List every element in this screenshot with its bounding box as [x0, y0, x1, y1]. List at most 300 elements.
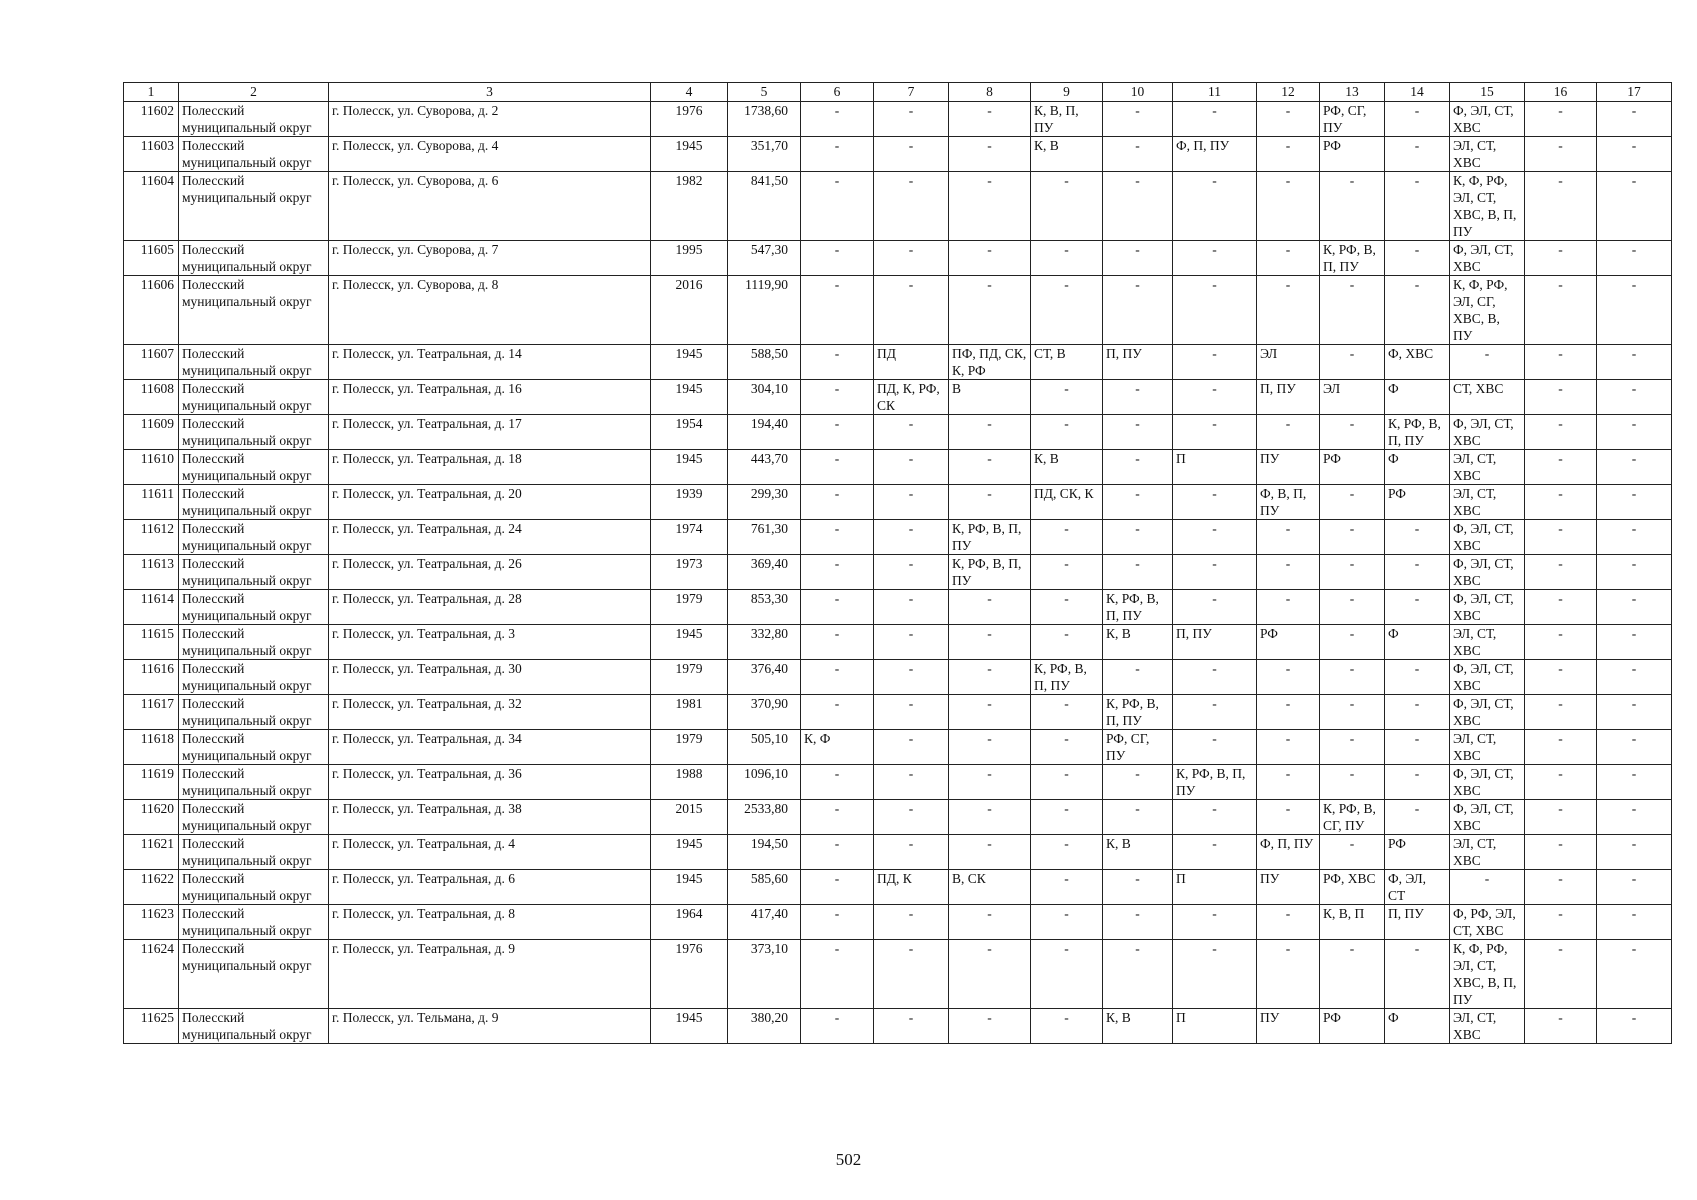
- table-cell: 11620: [124, 800, 179, 835]
- table-cell: К, РФ, В, П, ПУ: [1320, 241, 1385, 276]
- table-cell: 761,30: [728, 520, 801, 555]
- table-cell: -: [1597, 241, 1672, 276]
- table-cell: -: [1450, 870, 1525, 905]
- table-cell: Ф, ЭЛ, СТ: [1385, 870, 1450, 905]
- table-cell: К, РФ, В, П, ПУ: [1103, 695, 1173, 730]
- table-cell: -: [1173, 241, 1257, 276]
- table-cell: 1119,90: [728, 276, 801, 345]
- table-cell: -: [1173, 800, 1257, 835]
- table-cell: -: [949, 415, 1031, 450]
- table-cell: Ф, ЭЛ, СТ, ХВС: [1450, 765, 1525, 800]
- table-cell: -: [949, 730, 1031, 765]
- table-row: [124, 345, 1672, 380]
- table-cell: РФ, ХВС: [1320, 870, 1385, 905]
- table-row: [124, 276, 1672, 345]
- table-cell: -: [1257, 905, 1320, 940]
- table-body: [124, 102, 1672, 1044]
- table-cell: -: [1173, 555, 1257, 590]
- table-cell: -: [1103, 137, 1173, 172]
- table-cell: -: [1031, 730, 1103, 765]
- table-cell: г. Полесск, ул. Театральная, д. 38: [329, 800, 651, 835]
- table-cell: -: [949, 450, 1031, 485]
- table-cell: -: [801, 172, 874, 241]
- table-cell: -: [1525, 765, 1597, 800]
- table-cell: -: [801, 555, 874, 590]
- table-cell: 1945: [651, 1009, 728, 1044]
- table-cell: 11616: [124, 660, 179, 695]
- table-cell: -: [1173, 905, 1257, 940]
- column-header: 17: [1597, 83, 1672, 102]
- table-cell: -: [1173, 102, 1257, 137]
- table-cell: -: [1173, 276, 1257, 345]
- table-cell: -: [874, 1009, 949, 1044]
- table-cell: Полесский муниципальный округ: [179, 102, 329, 137]
- table-cell: Полесский муниципальный округ: [179, 870, 329, 905]
- table-cell: ЭЛ, СТ, ХВС: [1450, 835, 1525, 870]
- table-cell: -: [1320, 660, 1385, 695]
- column-header: 7: [874, 83, 949, 102]
- table-cell: -: [1597, 102, 1672, 137]
- table-cell: -: [874, 137, 949, 172]
- table-cell: г. Полесск, ул. Театральная, д. 28: [329, 590, 651, 625]
- table-cell: -: [1320, 520, 1385, 555]
- table-cell: -: [1597, 1009, 1672, 1044]
- table-cell: -: [1320, 485, 1385, 520]
- table-cell: -: [1257, 765, 1320, 800]
- table-cell: Ф, ЭЛ, СТ, ХВС: [1450, 555, 1525, 590]
- table-cell: -: [1257, 695, 1320, 730]
- table-row: [124, 485, 1672, 520]
- table-cell: -: [1597, 520, 1672, 555]
- table-cell: Полесский муниципальный округ: [179, 137, 329, 172]
- table-cell: -: [801, 415, 874, 450]
- table-cell: -: [1257, 730, 1320, 765]
- table-cell: 11622: [124, 870, 179, 905]
- table-cell: -: [1525, 555, 1597, 590]
- table-cell: П, ПУ: [1173, 625, 1257, 660]
- table-cell: -: [1597, 380, 1672, 415]
- table-cell: -: [801, 485, 874, 520]
- table-cell: -: [1525, 660, 1597, 695]
- table-cell: -: [1103, 800, 1173, 835]
- table-cell: 417,40: [728, 905, 801, 940]
- table-cell: Полесский муниципальный округ: [179, 415, 329, 450]
- table-cell: Полесский муниципальный округ: [179, 940, 329, 1009]
- table-cell: 547,30: [728, 241, 801, 276]
- table-cell: -: [1257, 137, 1320, 172]
- table-cell: 299,30: [728, 485, 801, 520]
- table-cell: Ф, ЭЛ, СТ, ХВС: [1450, 102, 1525, 137]
- table-cell: 11614: [124, 590, 179, 625]
- table-cell: -: [801, 520, 874, 555]
- table-cell: 11621: [124, 835, 179, 870]
- table-row: [124, 940, 1672, 1009]
- table-cell: -: [801, 660, 874, 695]
- table-cell: 1995: [651, 241, 728, 276]
- table-cell: -: [949, 905, 1031, 940]
- table-cell: 841,50: [728, 172, 801, 241]
- table-cell: -: [949, 172, 1031, 241]
- table-cell: -: [1525, 590, 1597, 625]
- table-cell: К, РФ, В, П, ПУ: [1173, 765, 1257, 800]
- table-cell: К, В: [1103, 835, 1173, 870]
- table-cell: -: [1031, 695, 1103, 730]
- table-row: [124, 1009, 1672, 1044]
- table-cell: -: [801, 137, 874, 172]
- table-cell: Полесский муниципальный округ: [179, 905, 329, 940]
- table-cell: -: [874, 730, 949, 765]
- table-cell: -: [1597, 276, 1672, 345]
- table-cell: -: [801, 450, 874, 485]
- column-header: 10: [1103, 83, 1173, 102]
- table-cell: -: [1385, 241, 1450, 276]
- table-cell: К, Ф: [801, 730, 874, 765]
- table-cell: -: [1597, 345, 1672, 380]
- table-cell: Полесский муниципальный округ: [179, 555, 329, 590]
- table-cell: г. Полесск, ул. Театральная, д. 16: [329, 380, 651, 415]
- table-cell: г. Полесск, ул. Суворова, д. 6: [329, 172, 651, 241]
- table-cell: 1964: [651, 905, 728, 940]
- table-row: [124, 450, 1672, 485]
- table-cell: -: [1031, 380, 1103, 415]
- housing-register-table: [123, 82, 1672, 1044]
- table-cell: -: [1257, 520, 1320, 555]
- table-cell: Полесский муниципальный округ: [179, 660, 329, 695]
- table-cell: -: [1525, 102, 1597, 137]
- table-cell: 1939: [651, 485, 728, 520]
- table-cell: -: [874, 660, 949, 695]
- table-cell: -: [1450, 345, 1525, 380]
- table-cell: -: [1597, 415, 1672, 450]
- table-cell: 585,60: [728, 870, 801, 905]
- column-header: 3: [329, 83, 651, 102]
- table-cell: -: [874, 800, 949, 835]
- table-cell: 1945: [651, 380, 728, 415]
- table-cell: К, РФ, В, П, ПУ: [1031, 660, 1103, 695]
- table-row: [124, 730, 1672, 765]
- table-cell: г. Полесск, ул. Театральная, д. 3: [329, 625, 651, 660]
- table-cell: -: [1320, 940, 1385, 1009]
- table-cell: 11602: [124, 102, 179, 137]
- column-header: 4: [651, 83, 728, 102]
- table-cell: 11618: [124, 730, 179, 765]
- table-cell: Полесский муниципальный округ: [179, 1009, 329, 1044]
- table-cell: К, РФ, В, П, ПУ: [1103, 590, 1173, 625]
- table-cell: 370,90: [728, 695, 801, 730]
- column-header: 15: [1450, 83, 1525, 102]
- table-cell: Полесский муниципальный округ: [179, 695, 329, 730]
- table-cell: -: [1173, 415, 1257, 450]
- table-cell: -: [1031, 940, 1103, 1009]
- table-cell: -: [801, 800, 874, 835]
- table-cell: -: [1257, 590, 1320, 625]
- table-cell: Полесский муниципальный округ: [179, 276, 329, 345]
- table-cell: Ф: [1385, 1009, 1450, 1044]
- table-cell: ПФ, ПД, СК, К, РФ: [949, 345, 1031, 380]
- table-cell: -: [801, 241, 874, 276]
- table-cell: К, В: [1031, 450, 1103, 485]
- table-cell: -: [949, 1009, 1031, 1044]
- table-cell: 1976: [651, 940, 728, 1009]
- table-cell: 11609: [124, 415, 179, 450]
- table-cell: 11611: [124, 485, 179, 520]
- table-cell: ЭЛ, СТ, ХВС: [1450, 730, 1525, 765]
- table-cell: -: [1031, 520, 1103, 555]
- table-cell: 1945: [651, 835, 728, 870]
- table-cell: -: [1525, 905, 1597, 940]
- table-cell: -: [1525, 241, 1597, 276]
- table-cell: 1096,10: [728, 765, 801, 800]
- table-cell: 2015: [651, 800, 728, 835]
- table-cell: -: [1103, 485, 1173, 520]
- table-cell: -: [801, 625, 874, 660]
- table-cell: -: [874, 241, 949, 276]
- table-cell: -: [874, 276, 949, 345]
- table-cell: Ф, В, П, ПУ: [1257, 485, 1320, 520]
- table-cell: -: [801, 835, 874, 870]
- table-cell: -: [874, 415, 949, 450]
- table-cell: ПУ: [1257, 1009, 1320, 1044]
- table-cell: СТ, ХВС: [1450, 380, 1525, 415]
- table-cell: -: [949, 590, 1031, 625]
- table-cell: 376,40: [728, 660, 801, 695]
- table-cell: -: [1320, 730, 1385, 765]
- table-cell: Ф, ЭЛ, СТ, ХВС: [1450, 590, 1525, 625]
- table-cell: ПУ: [1257, 870, 1320, 905]
- table-cell: К, РФ, В, П, ПУ: [1385, 415, 1450, 450]
- table-cell: ЭЛ, СТ, ХВС: [1450, 450, 1525, 485]
- table-cell: г. Полесск, ул. Театральная, д. 8: [329, 905, 651, 940]
- table-cell: 332,80: [728, 625, 801, 660]
- table-cell: 11619: [124, 765, 179, 800]
- table-cell: -: [1597, 765, 1672, 800]
- table-cell: 11623: [124, 905, 179, 940]
- table-cell: г. Полесск, ул. Суворова, д. 7: [329, 241, 651, 276]
- table-cell: ЭЛ, СТ, ХВС: [1450, 137, 1525, 172]
- table-cell: -: [1525, 940, 1597, 1009]
- table-cell: -: [1385, 765, 1450, 800]
- table-cell: -: [1173, 695, 1257, 730]
- table-cell: -: [1257, 415, 1320, 450]
- table-cell: 11605: [124, 241, 179, 276]
- table-cell: -: [1173, 485, 1257, 520]
- table-cell: -: [1525, 276, 1597, 345]
- table-cell: -: [1173, 660, 1257, 695]
- table-cell: -: [1597, 835, 1672, 870]
- table-cell: ПУ: [1257, 450, 1320, 485]
- table-cell: -: [1525, 835, 1597, 870]
- table-cell: -: [1525, 695, 1597, 730]
- table-cell: Полесский муниципальный округ: [179, 241, 329, 276]
- table-row: [124, 137, 1672, 172]
- table-cell: -: [1103, 520, 1173, 555]
- table-cell: -: [1525, 137, 1597, 172]
- table-cell: 1945: [651, 137, 728, 172]
- table-cell: -: [1257, 800, 1320, 835]
- table-cell: -: [1103, 380, 1173, 415]
- table-cell: -: [1257, 241, 1320, 276]
- table-cell: П: [1173, 1009, 1257, 1044]
- table-cell: -: [1320, 345, 1385, 380]
- table-cell: -: [1525, 625, 1597, 660]
- table-cell: Ф, П, ПУ: [1257, 835, 1320, 870]
- table-cell: Ф, ЭЛ, СТ, ХВС: [1450, 695, 1525, 730]
- table-cell: -: [1031, 241, 1103, 276]
- table-cell: -: [1385, 695, 1450, 730]
- table-cell: -: [1525, 450, 1597, 485]
- table-cell: -: [1597, 485, 1672, 520]
- table-cell: -: [1597, 870, 1672, 905]
- table-cell: 443,70: [728, 450, 801, 485]
- table-cell: ПД, СК, К: [1031, 485, 1103, 520]
- table-cell: -: [949, 800, 1031, 835]
- column-header: 16: [1525, 83, 1597, 102]
- table-cell: -: [1385, 660, 1450, 695]
- table-cell: -: [1320, 695, 1385, 730]
- table-cell: 369,40: [728, 555, 801, 590]
- table-cell: -: [801, 940, 874, 1009]
- table-cell: Ф, ЭЛ, СТ, ХВС: [1450, 800, 1525, 835]
- table-cell: -: [949, 765, 1031, 800]
- table-cell: ЭЛ: [1320, 380, 1385, 415]
- table-cell: -: [1103, 870, 1173, 905]
- table-cell: ПД, К: [874, 870, 949, 905]
- table-cell: Ф, ЭЛ, СТ, ХВС: [1450, 241, 1525, 276]
- table-cell: РФ: [1257, 625, 1320, 660]
- table-cell: ПД: [874, 345, 949, 380]
- table-cell: -: [801, 765, 874, 800]
- table-row: [124, 870, 1672, 905]
- table-cell: -: [1385, 172, 1450, 241]
- table-cell: -: [1257, 172, 1320, 241]
- table-cell: 11604: [124, 172, 179, 241]
- table-cell: г. Полесск, ул. Театральная, д. 18: [329, 450, 651, 485]
- table-cell: ЭЛ: [1257, 345, 1320, 380]
- table-cell: -: [801, 276, 874, 345]
- table-cell: -: [1320, 555, 1385, 590]
- table-cell: -: [874, 485, 949, 520]
- table-cell: -: [949, 835, 1031, 870]
- table-cell: -: [1173, 590, 1257, 625]
- table-cell: РФ: [1320, 1009, 1385, 1044]
- table-cell: 380,20: [728, 1009, 801, 1044]
- table-cell: Полесский муниципальный округ: [179, 730, 329, 765]
- table-row: [124, 241, 1672, 276]
- table-cell: П, ПУ: [1103, 345, 1173, 380]
- table-cell: Полесский муниципальный округ: [179, 800, 329, 835]
- table-cell: К, РФ, В, П, ПУ: [949, 520, 1031, 555]
- table-cell: 11624: [124, 940, 179, 1009]
- table-cell: г. Полесск, ул. Театральная, д. 32: [329, 695, 651, 730]
- table-cell: -: [1257, 102, 1320, 137]
- table-cell: 11613: [124, 555, 179, 590]
- table-cell: П, ПУ: [1257, 380, 1320, 415]
- table-row: [124, 380, 1672, 415]
- table-cell: 1954: [651, 415, 728, 450]
- table-cell: Ф: [1385, 625, 1450, 660]
- column-header: 1: [124, 83, 179, 102]
- table-cell: -: [874, 765, 949, 800]
- table-cell: -: [1597, 450, 1672, 485]
- table-cell: -: [1525, 870, 1597, 905]
- table-cell: -: [1597, 137, 1672, 172]
- table-cell: -: [874, 102, 949, 137]
- table-cell: 11625: [124, 1009, 179, 1044]
- table-cell: К, В: [1031, 137, 1103, 172]
- table-row: [124, 415, 1672, 450]
- table-cell: РФ: [1320, 137, 1385, 172]
- table-cell: К, В: [1103, 1009, 1173, 1044]
- table-cell: Полесский муниципальный округ: [179, 485, 329, 520]
- table-cell: -: [1385, 555, 1450, 590]
- table-cell: -: [949, 241, 1031, 276]
- table-cell: Полесский муниципальный округ: [179, 345, 329, 380]
- table-cell: -: [1525, 345, 1597, 380]
- table-cell: -: [1525, 520, 1597, 555]
- table-cell: -: [1597, 905, 1672, 940]
- table-cell: -: [1320, 835, 1385, 870]
- table-cell: -: [1525, 730, 1597, 765]
- page-number: 502: [835, 1150, 862, 1169]
- table-cell: 11606: [124, 276, 179, 345]
- table-row: [124, 102, 1672, 137]
- table-cell: -: [874, 450, 949, 485]
- table-cell: -: [949, 695, 1031, 730]
- table-row: [124, 590, 1672, 625]
- table-cell: г. Полесск, ул. Театральная, д. 34: [329, 730, 651, 765]
- table-cell: -: [1385, 520, 1450, 555]
- table-cell: 11617: [124, 695, 179, 730]
- table-cell: -: [1103, 555, 1173, 590]
- table-cell: -: [1103, 102, 1173, 137]
- table-cell: 2533,80: [728, 800, 801, 835]
- table-cell: -: [1257, 276, 1320, 345]
- table-cell: -: [874, 940, 949, 1009]
- table-cell: -: [1173, 940, 1257, 1009]
- table-cell: 1974: [651, 520, 728, 555]
- table-cell: -: [1597, 555, 1672, 590]
- table-cell: -: [1103, 905, 1173, 940]
- table-cell: -: [1031, 625, 1103, 660]
- table-cell: 11608: [124, 380, 179, 415]
- table-cell: Ф: [1385, 450, 1450, 485]
- table-cell: -: [801, 870, 874, 905]
- table-cell: 1979: [651, 590, 728, 625]
- table-cell: г. Полесск, ул. Суворова, д. 8: [329, 276, 651, 345]
- table-cell: -: [1257, 660, 1320, 695]
- table-cell: Ф, РФ, ЭЛ, СТ, ХВС: [1450, 905, 1525, 940]
- table-cell: -: [1597, 730, 1672, 765]
- table-cell: -: [801, 695, 874, 730]
- table-cell: -: [949, 625, 1031, 660]
- table-cell: -: [1385, 590, 1450, 625]
- table-cell: 853,30: [728, 590, 801, 625]
- table-cell: -: [1173, 730, 1257, 765]
- table-cell: -: [1525, 485, 1597, 520]
- table-cell: -: [874, 905, 949, 940]
- table-cell: -: [1597, 940, 1672, 1009]
- table-row: [124, 172, 1672, 241]
- table-cell: -: [1031, 555, 1103, 590]
- table-row: [124, 835, 1672, 870]
- table-cell: г. Полесск, ул. Театральная, д. 26: [329, 555, 651, 590]
- table-cell: -: [1320, 415, 1385, 450]
- table-cell: -: [1173, 520, 1257, 555]
- table-row: [124, 625, 1672, 660]
- table-cell: г. Полесск, ул. Театральная, д. 9: [329, 940, 651, 1009]
- table-row: [124, 905, 1672, 940]
- table-cell: СТ, В: [1031, 345, 1103, 380]
